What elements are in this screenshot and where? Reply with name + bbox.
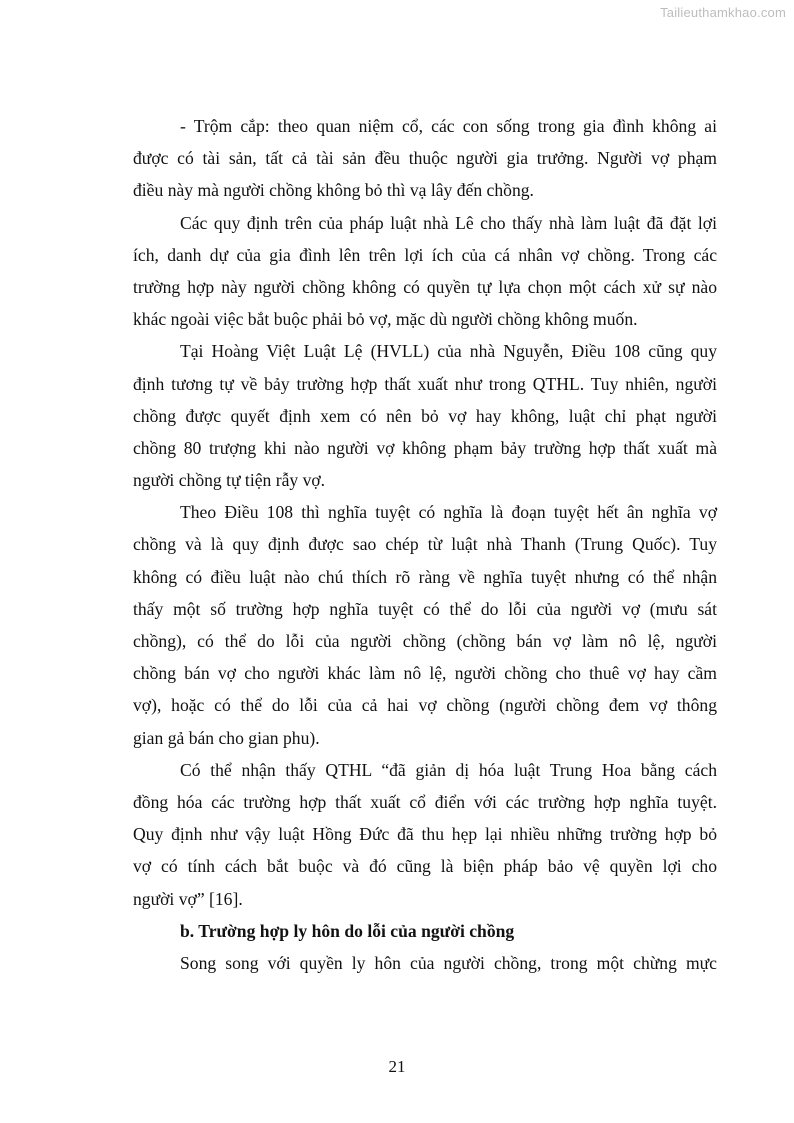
text-line: người vợ” [16]. (133, 888, 243, 909)
page-number: 21 (388, 1057, 406, 1076)
text-line: Tại Hoàng Việt Luật Lệ (HVLL) của nhà Nguyễn, Điều 108 cũng quy (180, 341, 717, 362)
document-body (133, 110, 717, 979)
text-line: chồng bán vợ cho người khác làm nô lệ, người chồng cho thuê vợ hay cầm (133, 663, 717, 684)
text-line: định tương tự về bảy trường hợp thất xuất như trong QTHL. Tuy nhiên, người (133, 373, 717, 394)
text-line: điều này mà người chồng không bỏ thì vạ lây đến chồng. (133, 180, 534, 201)
paragraph (133, 110, 717, 207)
paragraph (133, 207, 717, 336)
text-line: - Trộm cắp: theo quan niệm cổ, các con sống trong gia đình không ai (180, 116, 717, 136)
text-line: thấy một số trường hợp nghĩa tuyệt có thể do lỗi của người vợ (mưu sát (133, 598, 717, 619)
paragraph (133, 335, 717, 496)
text-line: đồng hóa các trường hợp thất xuất cổ điển với các trường hợp nghĩa tuyệt. (133, 791, 717, 812)
text-line: khác ngoài việc bắt buộc phải bỏ vợ, mặc dù người chồng không muốn. (133, 309, 638, 330)
text-line: chồng), có thể do lỗi của người chồng (chồng bán vợ làm nô lệ, người (133, 631, 717, 651)
text-line: gian gả bán cho gian phu). (133, 727, 320, 748)
text-line: Quy định như vậy luật Hồng Đức đã thu hẹp lại nhiều những trường hợp bỏ (133, 824, 717, 845)
section-heading (133, 915, 717, 947)
paragraph (133, 496, 717, 754)
text-line: không có điều luật nào chú thích rõ ràng về nghĩa tuyệt nhưng có thể nhận (133, 566, 717, 587)
text-line: chồng được quyết định xem có nên bỏ vợ hay không, luật chỉ phạt người (133, 405, 717, 426)
text-line: vợ), hoặc có thể do lỗi của cả hai vợ chồng (người chồng đem vợ thông (133, 695, 717, 716)
paragraph (133, 754, 717, 915)
text-line: trường hợp này người chồng không có quyền tự lựa chọn một cách xử sự nào (133, 276, 717, 297)
text-line: người chồng tự tiện rẫy vợ. (133, 470, 326, 491)
text-line: Song song với quyền ly hôn của người chồng, trong một chừng mực (180, 952, 717, 973)
text-line: b. Trường hợp ly hôn do lỗi của người chồng (180, 920, 515, 941)
text-line: vợ có tính cách bắt buộc và đó cũng là biện pháp bảo vệ quyền lợi cho (133, 856, 717, 877)
text-line: chồng 80 trượng khi nào người vợ không phạm bảy trường hợp thất xuất mà (133, 437, 717, 458)
text-line: ích, danh dự của gia đình lên trên lợi ích của cá nhân vợ chồng. Trong các (133, 244, 717, 265)
watermark: Tailieuthamkhao.com (660, 5, 786, 20)
text-line: được có tài sản, tất cả tài sản đều thuộc người gia trưởng. Người vợ phạm (133, 148, 717, 169)
text-line: chồng và là quy định được sao chép từ luật nhà Thanh (Trung Quốc). Tuy (133, 534, 717, 555)
text-line: Có thể nhận thấy QTHL “đã giản dị hóa luật Trung Hoa bằng cách (180, 759, 717, 780)
text-line: Theo Điều 108 thì nghĩa tuyệt có nghĩa là đoạn tuyệt hết ân nghĩa vợ (180, 502, 717, 523)
paragraph (133, 947, 717, 979)
text-line: Các quy định trên của pháp luật nhà Lê cho thấy nhà làm luật đã đặt lợi (180, 212, 717, 233)
